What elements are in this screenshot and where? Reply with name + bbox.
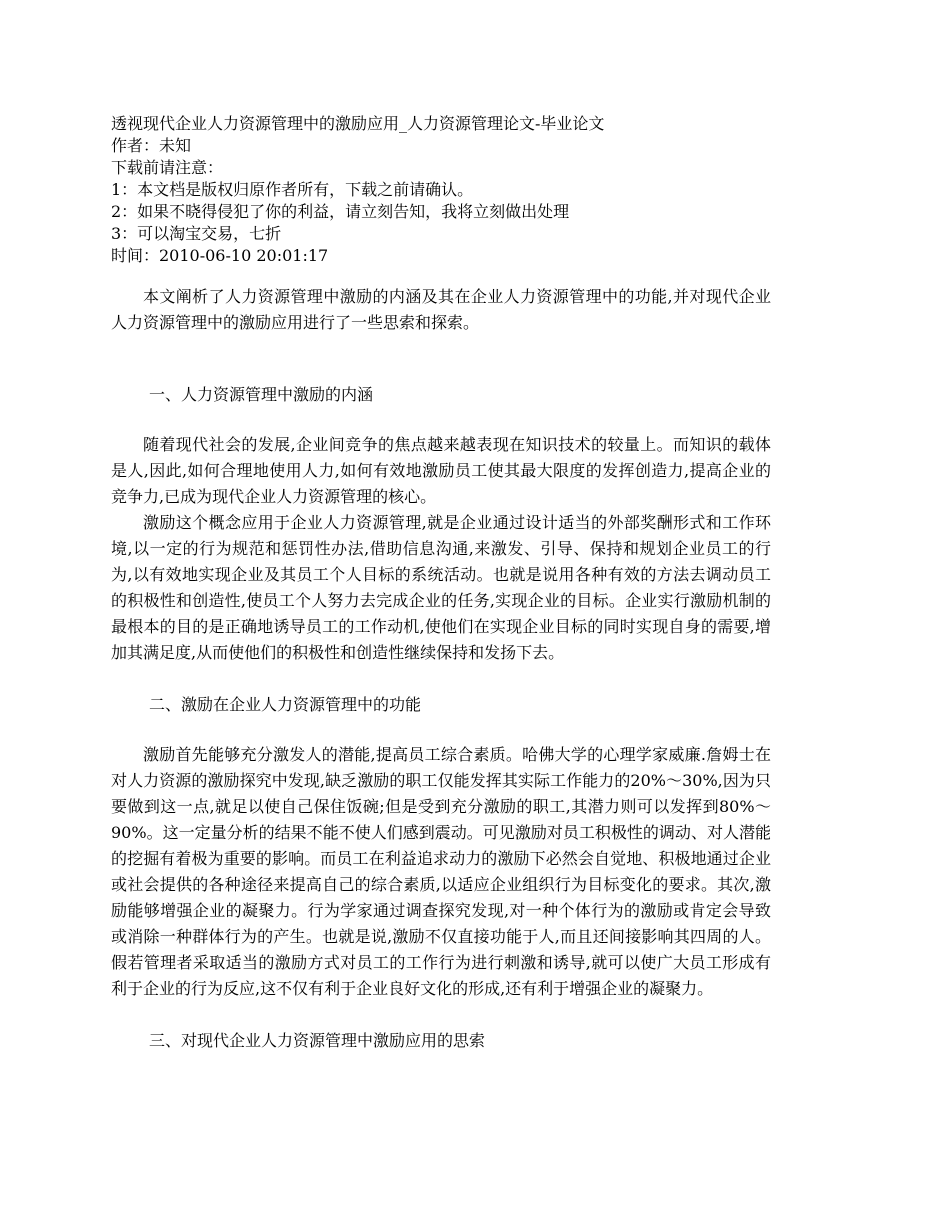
notice-item-3: 3：可以淘宝交易，七折	[111, 224, 282, 243]
notice-item-2: 2：如果不晓得侵犯了你的利益，请立刻告知，我将立刻做出处理	[111, 202, 570, 221]
notice-title: 下载前请注意：	[111, 158, 224, 177]
section-3-heading: 三、对现代企业人力资源管理中激励应用的思索	[149, 1031, 486, 1050]
document-body	[111, 284, 771, 1054]
section-1-paragraph-2: 激励这个概念应用于企业人力资源管理,就是企业通过设计适当的外部奖酬形式和工作环境,以一定的行为规范和惩罚性办法,借助信息沟通,来激发、引导、保持和规划企业员工的行为,以有效地实现企业及其员工个人目标的系统活动。也就是说用各种有效的方法去调动员工的积极性和创造性,使员工个人努力去完成企业的任务,实现企业的目标。企业实行激励机制的最根本的目的是正确地诱导员工的工作动机,使他们在实现企业目标的同时实现自身的需要,增加其满足度,从而使他们的积极性和创造性继续保持和发扬下去。	[111, 513, 771, 662]
section-1-heading: 一、人力资源管理中激励的内涵	[149, 385, 374, 404]
timestamp-line: 时间：2010-06-10 20:01:17	[111, 246, 329, 265]
document-header	[111, 113, 811, 267]
section-2-paragraph-1: 激励首先能够充分激发人的潜能,提高员工综合素质。哈佛大学的心理学家威廉.詹姆士在对人力资源的激励探究中发现,缺乏激励的职工仅能发挥其实际工作能力的20%～30%,因为只要做到这一点,就足以使自己保住饭碗;但是受到充分激励的职工,其潜力则可以发挥到80%～90%。这一定量分析的结果不能不使人们感到震动。可见激励对员工积极性的调动、对人潜能的挖掘有着极为重要的影响。而员工在利益追求动力的激励下必然会自觉地、积极地通过企业或社会提供的各种途径来提高自己的综合素质,以适应企业组织行为目标变化的要求。其次,激励能够增强企业的凝聚力。行为学家通过调查探究发现,对一种个体行为的激励或肯定会导致或消除一种群体行为的产生。也就是说,激励不仅直接功能于人,而且还间接影响其四周的人。假若管理者采取适当的激励方式对员工的工作行为进行刺激和诱导,就可以使广大员工形成有利于企业的行为反应,这不仅有利于企业良好文化的形成,还有利于增强企业的凝聚力。	[111, 745, 771, 998]
section-2-heading: 二、激励在企业人力资源管理中的功能	[149, 695, 422, 714]
author-line: 作者：未知	[111, 136, 192, 155]
document-title: 透视现代企业人力资源管理中的激励应用_人力资源管理论文-毕业论文	[111, 114, 605, 133]
section-1-paragraph-1: 随着现代社会的发展,企业间竞争的焦点越来越表现在知识技术的较量上。而知识的载体是人,因此,如何合理地使用人力,如何有效地激励员工使其最大限度的发挥创造力,提高企业的竞争力,已成为现代企业人力资源管理的核心。	[111, 435, 771, 506]
abstract-paragraph: 本文阐析了人力资源管理中激励的内涵及其在企业人力资源管理中的功能,并对现代企业人力资源管理中的激励应用进行了一些思索和探索。	[111, 287, 771, 332]
notice-item-1: 1：本文档是版权归原作者所有，下载之前请确认。	[111, 180, 474, 199]
